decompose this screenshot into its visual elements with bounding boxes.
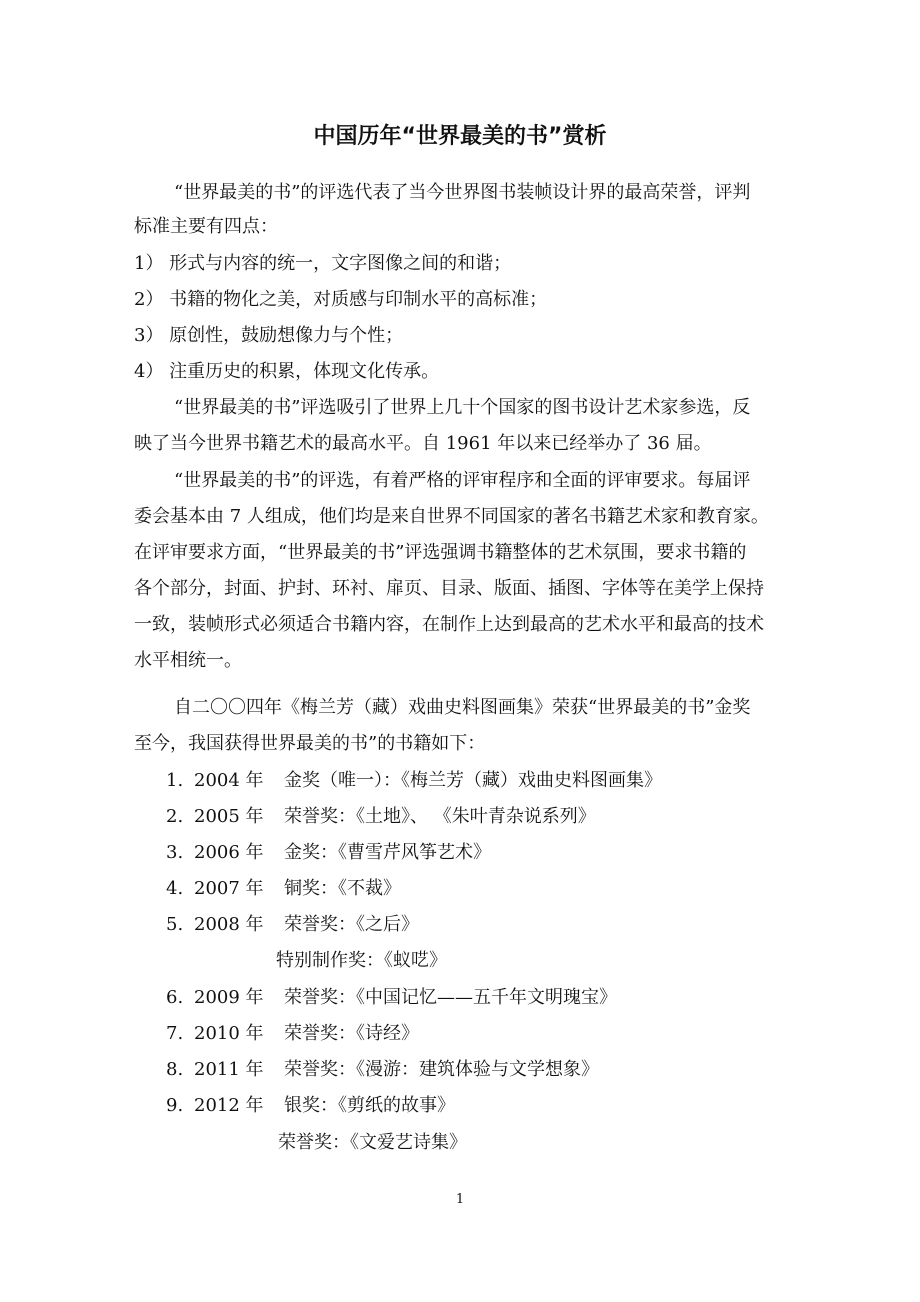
para4-line-1: 自二〇〇四年《梅兰芳（藏）戏曲史料图画集》荣获“世界最美的书”金奖 xyxy=(174,697,751,718)
para2-line-1: “世界最美的书”评选吸引了世界上几十个国家的图书设计艺术家参选，反 xyxy=(174,397,751,418)
item-award: 铜奖：《不裁》 xyxy=(284,878,401,899)
item-year: 2004 年 xyxy=(194,770,264,791)
item-award: 荣誉奖：《之后》 xyxy=(284,914,419,935)
item-number: 7. xyxy=(166,1023,184,1044)
para3-line-4: 各个部分，封面、护封、环衬、扉页、目录、版面、插图、字体等在美学上保持 xyxy=(134,578,764,599)
item-year: 2008 年 xyxy=(194,914,264,935)
item-year: 2010 年 xyxy=(194,1023,264,1044)
item-award: 金奖（唯一）：《梅兰芳（藏）戏曲史料图画集》 xyxy=(284,770,662,791)
item-award: 荣誉奖：《中国记忆——五千年文明瑰宝》 xyxy=(284,987,617,1008)
criterion-3: 3） 原创性，鼓励想像力与个性； xyxy=(134,325,404,346)
item-number: 5. xyxy=(166,914,184,935)
criterion-4: 4） 注重历史的积累，体现文化传承。 xyxy=(134,361,440,382)
para3-line-1: “世界最美的书”的评选，有着严格的评审程序和全面的评审要求。每届评 xyxy=(174,470,751,491)
item-number: 3. xyxy=(166,842,184,863)
para2-line-2: 映了当今世界书籍艺术的最高水平。自 1961 年以来已经举办了 36 届。 xyxy=(134,433,712,454)
intro-line-2: 标准主要有四点： xyxy=(134,216,278,237)
item-year: 2007 年 xyxy=(194,878,264,899)
para3-line-2: 委会基本由 7 人组成，他们均是来自世界不同国家的著名书籍艺术家和教育家。 xyxy=(134,506,769,527)
page-number: 1 xyxy=(455,1192,465,1207)
item-number: 9. xyxy=(166,1095,184,1116)
para3-line-6: 水平相统一。 xyxy=(134,650,242,671)
item-year: 2012 年 xyxy=(194,1095,264,1116)
item-number: 2. xyxy=(166,806,184,827)
item-award: 银奖：《剪纸的故事》 xyxy=(284,1095,455,1116)
para3-line-3: 在评审要求方面，“世界最美的书”评选强调书籍整体的艺术氛围，要求书籍的 xyxy=(134,542,747,563)
item-number: 4. xyxy=(166,878,184,899)
item-number: 6. xyxy=(166,987,184,1008)
criterion-1: 1） 形式与内容的统一，文字图像之间的和谐； xyxy=(134,253,512,274)
intro-line-1: “世界最美的书”的评选代表了当今世界图书装帧设计界的最高荣誉，评判 xyxy=(174,182,751,203)
item-number: 1. xyxy=(166,770,184,791)
item-award: 金奖：《曹雪芹风筝艺术》 xyxy=(284,842,491,863)
item-year: 2005 年 xyxy=(194,806,264,827)
para3-line-5: 一致，装帧形式必须适合书籍内容，在制作上达到最高的艺术水平和最高的技术 xyxy=(134,614,764,635)
item-year: 2009 年 xyxy=(194,987,264,1008)
item-year: 2011 年 xyxy=(194,1059,264,1080)
item-year: 2006 年 xyxy=(194,842,264,863)
item-award: 荣誉奖：《土地》、 《朱叶青杂说系列》 xyxy=(284,806,596,827)
item-award-extra: 荣誉奖：《文爱艺诗集》 xyxy=(278,1132,467,1153)
criterion-2: 2） 书籍的物化之美，对质感与印制水平的高标准； xyxy=(134,289,548,310)
item-award-extra: 特别制作奖：《蚁呓》 xyxy=(276,950,447,971)
item-number: 8. xyxy=(166,1059,184,1080)
document-title: 中国历年“世界最美的书”赏析 xyxy=(313,124,607,149)
item-award: 荣誉奖：《诗经》 xyxy=(284,1023,419,1044)
para4-line-2: 至今，我国获得世界最美的书”的书籍如下： xyxy=(134,733,486,754)
item-award: 荣誉奖：《漫游：建筑体验与文学想象》 xyxy=(284,1059,599,1080)
